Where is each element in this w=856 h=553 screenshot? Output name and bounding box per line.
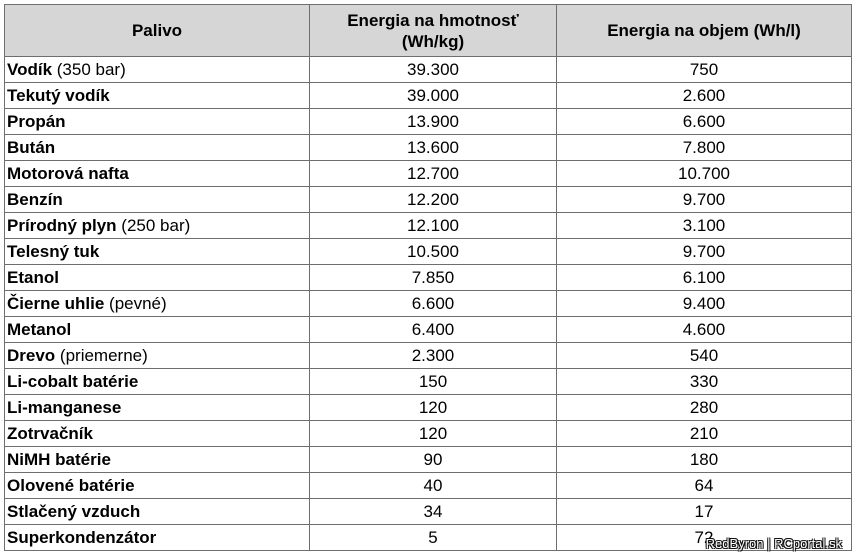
fuel-cell xyxy=(5,109,310,135)
energy-per-mass-cell: 5 xyxy=(310,525,557,551)
energy-per-volume-cell: 180 xyxy=(557,447,852,473)
energy-per-mass-cell: 7.850 xyxy=(310,265,557,291)
energy-per-volume-cell: 72 xyxy=(557,525,852,551)
table-row xyxy=(5,109,852,135)
fuel-cell xyxy=(5,473,310,499)
fuel-cell xyxy=(5,369,310,395)
header-energy-per-mass xyxy=(310,5,557,57)
table-row xyxy=(5,447,852,473)
energy-per-volume-cell: 4.600 xyxy=(557,317,852,343)
energy-per-volume-cell: 17 xyxy=(557,499,852,525)
fuel-name: Telesný tuk xyxy=(7,242,100,261)
energy-per-volume-cell: 6.100 xyxy=(557,265,852,291)
table-row xyxy=(5,83,852,109)
energy-per-mass-cell: 13.600 xyxy=(310,135,557,161)
fuel-cell xyxy=(5,135,310,161)
fuel-name: Drevo xyxy=(7,346,56,365)
energy-per-mass-cell: 2.300 xyxy=(310,343,557,369)
energy-per-mass-cell: 6.600 xyxy=(310,291,557,317)
fuel-name: Li-manganese xyxy=(7,398,122,417)
energy-per-volume-cell: 64 xyxy=(557,473,852,499)
fuel-name: Superkondenzátor xyxy=(7,528,157,547)
energy-per-volume-cell: 9.400 xyxy=(557,291,852,317)
energy-density-table xyxy=(4,4,852,551)
fuel-cell xyxy=(5,525,310,551)
fuel-cell xyxy=(5,447,310,473)
fuel-cell xyxy=(5,421,310,447)
fuel-name: Vodík xyxy=(7,60,53,79)
energy-per-volume-cell: 7.800 xyxy=(557,135,852,161)
table-row xyxy=(5,343,852,369)
fuel-name: Bután xyxy=(7,138,56,157)
fuel-cell xyxy=(5,343,310,369)
table-row xyxy=(5,135,852,161)
table-row xyxy=(5,317,852,343)
fuel-note: (350 bar) xyxy=(52,60,126,79)
fuel-cell xyxy=(5,239,310,265)
energy-per-volume-cell: 330 xyxy=(557,369,852,395)
fuel-name: Zotrvačník xyxy=(7,424,93,443)
energy-per-mass-cell: 12.700 xyxy=(310,161,557,187)
fuel-name: Tekutý vodík xyxy=(7,86,110,105)
energy-per-volume-cell: 9.700 xyxy=(557,239,852,265)
header-energy-per-volume: Energia na objem (Wh/l) xyxy=(557,5,852,57)
header-energy-per-mass-label: Energia na hmotnosť xyxy=(347,10,519,30)
table-row xyxy=(5,291,852,317)
fuel-name: Metanol xyxy=(7,320,72,339)
fuel-note: (pevné) xyxy=(104,294,167,313)
fuel-cell xyxy=(5,265,310,291)
energy-per-mass-cell: 34 xyxy=(310,499,557,525)
table-row xyxy=(5,265,852,291)
table-row xyxy=(5,499,852,525)
fuel-note: (priemerne) xyxy=(55,346,148,365)
energy-per-mass-cell: 40 xyxy=(310,473,557,499)
table-row xyxy=(5,161,852,187)
table-row xyxy=(5,57,852,83)
fuel-cell xyxy=(5,499,310,525)
fuel-name: Propán xyxy=(7,112,66,131)
energy-per-mass-cell: 6.400 xyxy=(310,317,557,343)
table-row xyxy=(5,473,852,499)
table-row xyxy=(5,239,852,265)
fuel-cell xyxy=(5,161,310,187)
fuel-cell xyxy=(5,291,310,317)
energy-per-mass-cell: 13.900 xyxy=(310,109,557,135)
header-fuel: Palivo xyxy=(5,5,310,57)
energy-per-volume-cell: 2.600 xyxy=(557,83,852,109)
fuel-note: (250 bar) xyxy=(116,216,191,235)
watermark: RedByron | RCportal.sk xyxy=(705,536,842,551)
energy-per-volume-cell: 540 xyxy=(557,343,852,369)
header-row xyxy=(5,5,852,57)
table-row xyxy=(5,187,852,213)
energy-per-mass-cell: 10.500 xyxy=(310,239,557,265)
fuel-name: Čierne uhlie xyxy=(7,294,105,313)
energy-per-mass-cell: 120 xyxy=(310,395,557,421)
fuel-name: Olovené batérie xyxy=(7,476,135,495)
fuel-cell xyxy=(5,395,310,421)
energy-per-mass-cell: 12.100 xyxy=(310,213,557,239)
table-row xyxy=(5,369,852,395)
fuel-cell xyxy=(5,83,310,109)
fuel-name: Prírodný plyn xyxy=(7,216,117,235)
fuel-cell xyxy=(5,317,310,343)
energy-per-mass-cell: 90 xyxy=(310,447,557,473)
fuel-name: Stlačený vzduch xyxy=(7,502,141,521)
table-row xyxy=(5,421,852,447)
energy-per-volume-cell: 10.700 xyxy=(557,161,852,187)
fuel-name: Etanol xyxy=(7,268,59,287)
fuel-name: Motorová nafta xyxy=(7,164,129,183)
energy-per-volume-cell: 6.600 xyxy=(557,109,852,135)
energy-per-volume-cell: 3.100 xyxy=(557,213,852,239)
fuel-name: Li-cobalt batérie xyxy=(7,372,139,391)
fuel-cell xyxy=(5,213,310,239)
energy-per-volume-cell: 210 xyxy=(557,421,852,447)
energy-per-volume-cell: 750 xyxy=(557,57,852,83)
fuel-name: Benzín xyxy=(7,190,63,209)
energy-per-volume-cell: 280 xyxy=(557,395,852,421)
table-row xyxy=(5,213,852,239)
energy-per-mass-cell: 150 xyxy=(310,369,557,395)
header-energy-per-mass-unit: (Wh/kg) xyxy=(401,31,465,51)
fuel-name: NiMH batérie xyxy=(7,450,111,469)
energy-per-volume-cell: 9.700 xyxy=(557,187,852,213)
fuel-cell xyxy=(5,187,310,213)
energy-per-mass-cell: 120 xyxy=(310,421,557,447)
energy-per-mass-cell: 12.200 xyxy=(310,187,557,213)
table-row xyxy=(5,395,852,421)
fuel-cell xyxy=(5,57,310,83)
energy-per-mass-cell: 39.300 xyxy=(310,57,557,83)
energy-per-mass-cell: 39.000 xyxy=(310,83,557,109)
